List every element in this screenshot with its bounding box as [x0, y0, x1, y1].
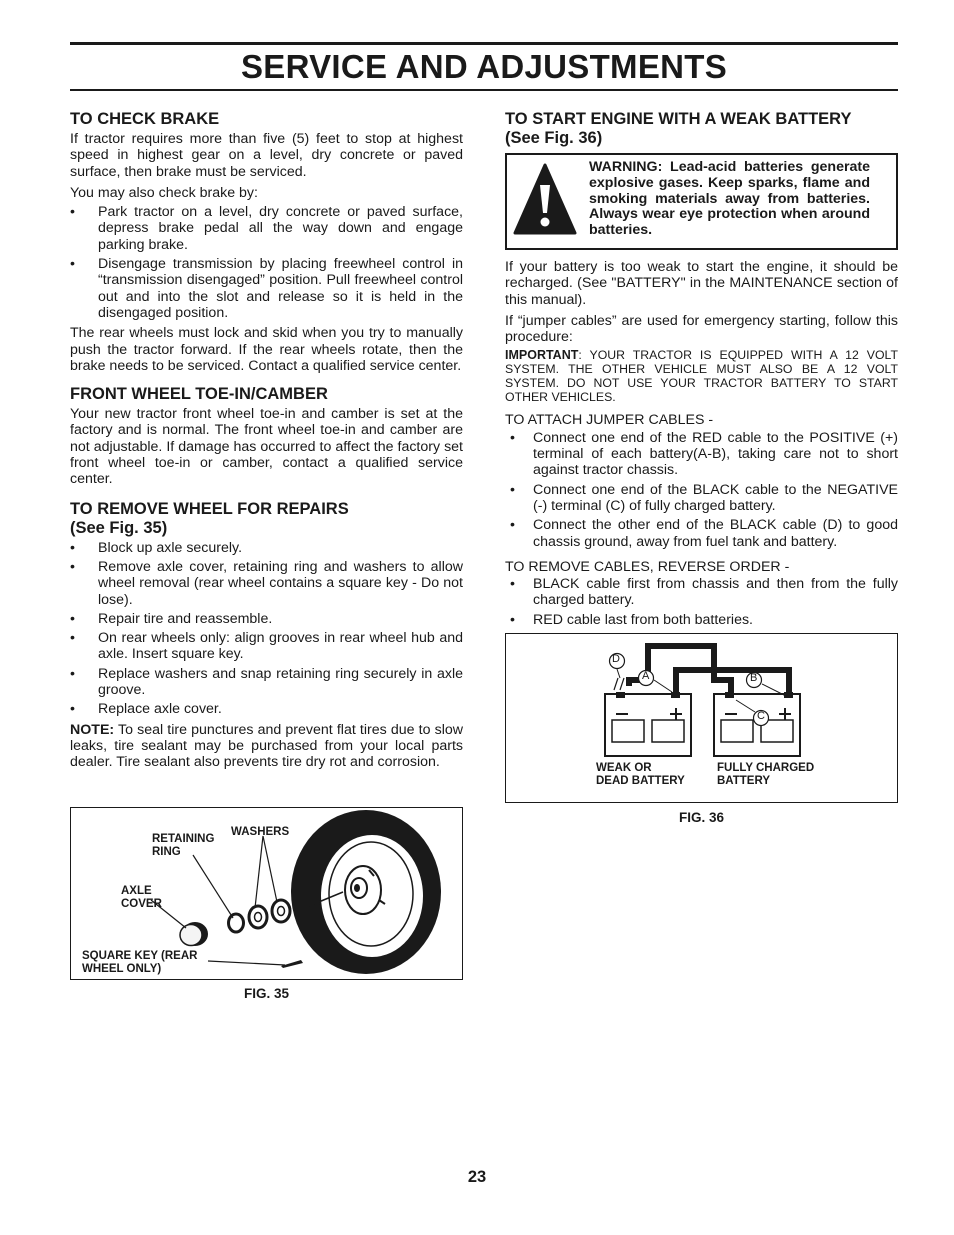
remove-cables-heading: TO REMOVE CABLES, REVERSE ORDER -: [505, 558, 790, 575]
important-label: IMPORTANT: [505, 348, 579, 363]
label-line: WEAK OR: [596, 762, 652, 774]
left-column: [70, 110, 463, 776]
label-line: FULLY CHARGED: [717, 762, 815, 774]
list-item: • Connect the other end of the BLACK cable (D) to good chassis ground, away from fuel tank and battery.: [505, 517, 898, 550]
label-line: BATTERY: [717, 775, 771, 787]
list-item: • Replace axle cover.: [70, 701, 463, 717]
callout-b-label: B: [750, 672, 758, 684]
label-square-key: [82, 950, 197, 976]
ground-icon: [614, 678, 624, 690]
page-title: SERVICE AND ADJUSTMENTS: [240, 48, 728, 85]
check-brake-paragraph-1: If tractor requires more than five (5) feet to stop at highest speed in highest gear on a level, dry concrete or paved surface, then brake must be serviced.: [70, 131, 463, 180]
title-rule-bottom: [70, 89, 898, 91]
list-item: • Disengage transmission by placing freewheel control in “transmission disengaged” position. Pull freewheel control out and into the slot and release so it is held in the disengaged position.: [70, 256, 463, 321]
remove-wheel-heading-line-1: TO REMOVE WHEEL FOR REPAIRS: [70, 499, 349, 518]
remove-cables-list: [505, 576, 898, 628]
check-brake-list: [70, 204, 463, 321]
label-line: SQUARE KEY (REAR: [82, 950, 198, 962]
warning-body: : Lead-acid batteries generate explosive gases. Keep sparks, flame and smoking materials away from batteries. Always wear eye protection when around batteries.: [589, 159, 870, 239]
weak-battery-paragraph-2: If “jumper cables” are used for emergency starting, follow this procedure:: [505, 312, 898, 346]
list-item: • On rear wheels only: align grooves in rear wheel hub and axle. Insert square key.: [70, 630, 463, 663]
label-washers: WASHERS: [231, 826, 290, 838]
attach-cables-heading: TO ATTACH JUMPER CABLES -: [505, 412, 714, 429]
note-text: To seal tire punctures and prevent flat tires due to slow leaks, tire sealant may be purchased from your local parts dealer. Tire sealant also prevents tire dry rot and corrosion.: [70, 721, 463, 771]
weak-battery-paragraph-1: If your battery is too weak to start the engine, it should be recharged. (See "BATTERY" in the MAINTENANCE section of this manual).: [505, 259, 898, 308]
weak-battery-heading: [505, 110, 898, 148]
remove-wheel-list: [70, 540, 463, 718]
list-item: • Block up axle securely.: [70, 540, 463, 556]
label-line: COVER: [121, 898, 162, 910]
label-charged-battery: [717, 762, 814, 788]
check-brake-paragraph-3: The rear wheels must lock and skid when you try to manually push the tractor forward. If the rear wheels rotate, then the brake needs to be serviced. Contact a qualified service center.: [70, 325, 463, 374]
page-number: 23: [467, 1168, 487, 1186]
warning-text: [589, 160, 870, 239]
retaining-ring-icon: [229, 914, 244, 932]
list-item: • Repair tire and reassemble.: [70, 611, 463, 627]
square-key-icon: [281, 960, 303, 968]
figure-35-wheel-removal: [70, 807, 463, 980]
warning-triangle-icon: [513, 163, 577, 237]
toe-in-heading: FRONT WHEEL TOE-IN/CAMBER: [70, 385, 328, 404]
list-item: • RED cable last from both batteries.: [505, 612, 898, 628]
important-text: : YOUR TRACTOR IS EQUIPPED WITH A 12 VOLT SYSTEM. THE OTHER VEHICLE MUST ALSO BE A 12 VOLT SYSTEM. DO NOT USE YOUR TRACTOR BATTERY TO START OTHER VEHICLES.: [505, 348, 898, 405]
list-item: • BLACK cable first from chassis and then from the fully charged battery.: [505, 576, 898, 609]
label-axle-cover: [121, 885, 162, 911]
list-item: • Remove axle cover, retaining ring and washers to allow wheel removal (rear wheel contains a square key - Do not lose).: [70, 559, 463, 608]
list-item: • Park tractor on a level, dry concrete or paved surface, depress brake pedal all the way down and engage parking brake.: [70, 204, 463, 253]
callout-a-label: A: [642, 670, 650, 682]
toe-in-paragraph: Your new tractor front wheel toe-in and camber is set at the factory and is normal. The front wheel toe-in and camber are not adjustable. If damage has occurred to affect the factory set front wheel toe-in or camber, contact a qualified service center.: [70, 406, 463, 488]
weak-battery-heading-line-2: (See Fig. 36): [505, 129, 603, 147]
tire-sealant-note: [70, 722, 463, 771]
list-item: • Connect one end of the BLACK cable to the NEGATIVE (-) terminal (C) of fully charged battery.: [505, 482, 898, 515]
list-item: • Replace washers and snap retaining ring securely in axle groove.: [70, 666, 463, 699]
figure-36-caption: FIG. 36: [678, 810, 724, 825]
battery-diagram: [506, 634, 896, 802]
label-line: DEAD BATTERY: [596, 775, 685, 787]
label-line: AXLE: [121, 885, 152, 897]
note-label: NOTE:: [70, 721, 115, 738]
important-notice: [505, 348, 898, 404]
label-line: WHEEL ONLY): [82, 963, 162, 975]
list-item: • Connect one end of the RED cable to the POSITIVE (+) terminal of each battery(A-B), taking care not to short against tractor chassis.: [505, 430, 898, 479]
weak-battery-heading-line-1: TO START ENGINE WITH A WEAK BATTERY: [505, 110, 852, 128]
callout-d-label: D: [612, 653, 620, 665]
right-column: [505, 110, 898, 632]
check-brake-heading: TO CHECK BRAKE: [70, 110, 220, 128]
title-rule-top: [70, 42, 898, 45]
label-line: RING: [152, 846, 181, 858]
figure-35-caption: FIG. 35: [243, 986, 289, 1001]
label-retaining-ring: [152, 833, 214, 859]
remove-wheel-heading: [70, 500, 463, 538]
label-weak-battery: [596, 762, 685, 788]
remove-wheel-heading-line-2: (See Fig. 35): [70, 518, 168, 537]
attach-cables-list: [505, 430, 898, 550]
warning-box: [505, 153, 898, 250]
check-brake-paragraph-2: You may also check brake by:: [70, 184, 258, 201]
figure-36-jumper-cables: [505, 633, 898, 803]
label-line: RETAINING: [152, 833, 215, 845]
callout-c-label: C: [757, 710, 765, 722]
warning-label: WARNING: [589, 159, 658, 175]
